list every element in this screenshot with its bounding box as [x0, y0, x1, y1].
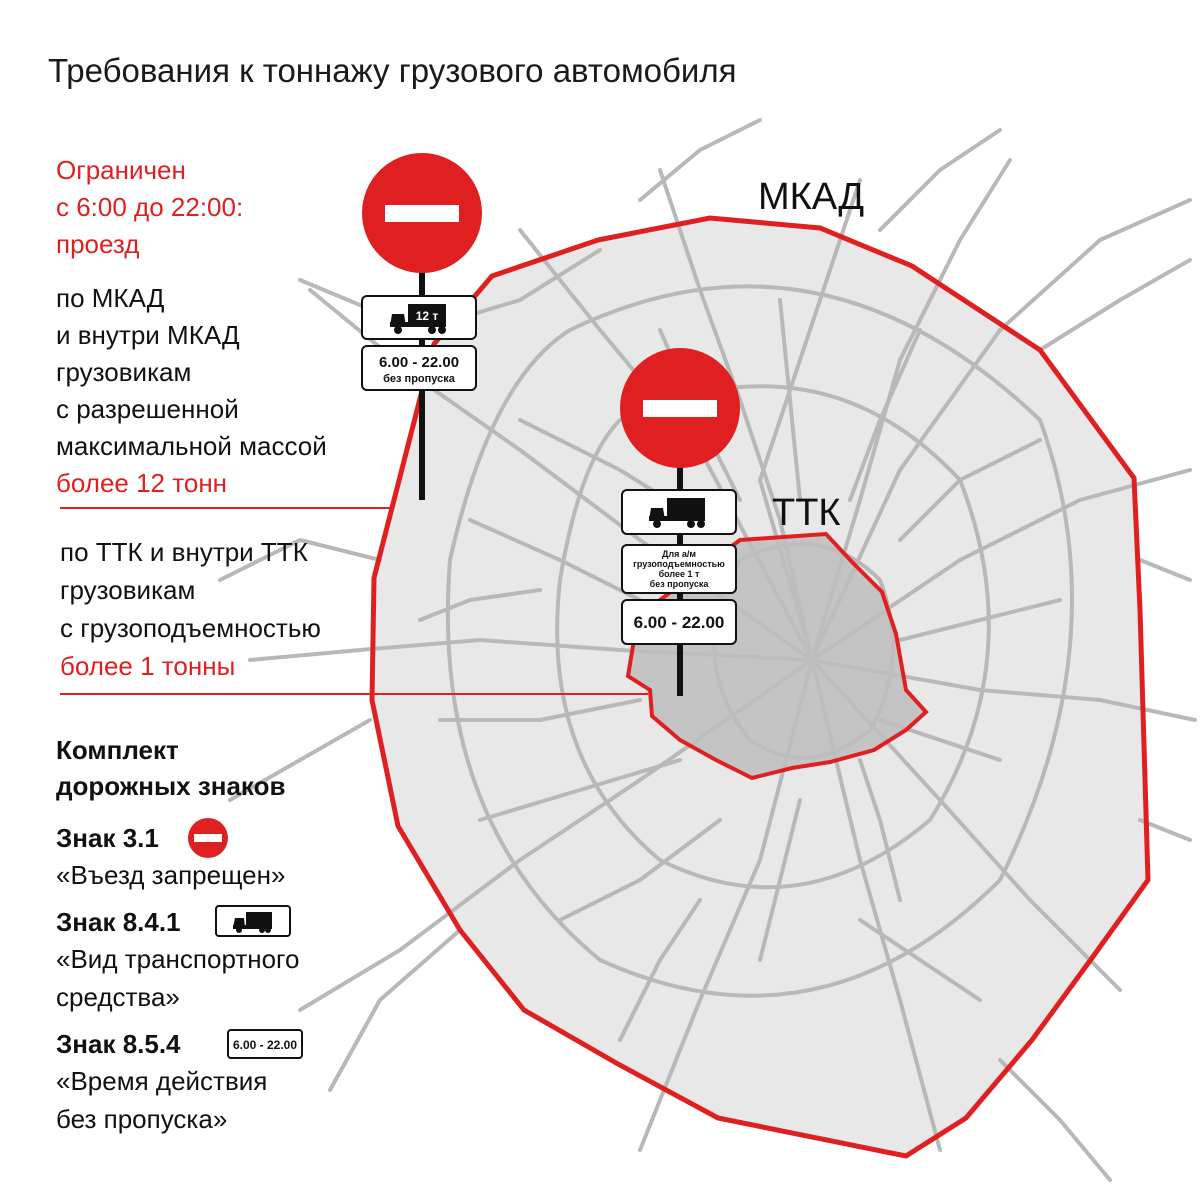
- legend-desc: «Вид транспортного: [56, 944, 300, 974]
- mkad-time-note: без пропуска: [383, 373, 455, 385]
- legend-desc: без пропуска»: [56, 1104, 228, 1134]
- legend-desc: «Время действия: [56, 1066, 268, 1096]
- mkad-restriction-line: с 6:00 до 22:00:: [56, 192, 244, 222]
- legend-truck-plate-icon: [216, 906, 290, 936]
- mkad-restriction-line: проезд: [56, 229, 140, 259]
- mkad-description-line: по МКАД: [56, 283, 165, 313]
- ttk-weight-limit: более 1 тонны: [60, 651, 236, 681]
- mkad-description-line: грузовикам: [56, 357, 192, 387]
- ttk-plate-line: без пропуска: [649, 579, 709, 589]
- ttk-label: ТТК: [772, 492, 841, 534]
- ttk-description-line: грузовикам: [60, 575, 196, 605]
- legend-no-entry-icon: [188, 818, 228, 858]
- legend-code-8-5-4: Знак 8.5.4: [56, 1029, 181, 1059]
- legend-time-plate-icon: [228, 1030, 302, 1058]
- ttk-time-label: 6.00 - 22.00: [633, 613, 725, 632]
- truck-plate-icon: [622, 490, 736, 534]
- ttk-sign-group: [620, 348, 740, 696]
- legend-time-label: 6.00 - 22.00: [232, 1038, 298, 1052]
- ttk-plate-line: Для а/м: [661, 549, 697, 559]
- mkad-restriction-line: Ограничен: [56, 155, 186, 185]
- mkad-time-label: 6.00 - 22.00: [378, 354, 460, 371]
- no-entry-icon: [362, 153, 482, 273]
- mkad-weight-limit: более 12 тонн: [56, 468, 228, 498]
- mkad-description-line: и внутри МКАД: [56, 320, 240, 350]
- legend-code-8-4-1: Знак 8.4.1: [56, 907, 181, 937]
- ttk-plate-line: более 1 т: [658, 569, 700, 579]
- legend-heading: Комплект: [56, 735, 179, 765]
- legend-desc: «Въезд запрещен»: [56, 860, 286, 890]
- page-title: Требования к тоннажу грузового автомобиля: [48, 52, 737, 89]
- ttk-permit-plate: [622, 545, 736, 593]
- legend-code-3-1: Знак 3.1: [56, 823, 159, 853]
- time-plate-icon: [622, 600, 736, 644]
- ttk-plate-line: грузоподъемностью: [633, 559, 725, 569]
- legend-desc: средства»: [56, 982, 180, 1012]
- mkad-label: МКАД: [758, 176, 865, 218]
- ttk-description-line: по ТТК и внутри ТТК: [60, 537, 308, 567]
- mkad-description-line: с разрешенной: [56, 394, 239, 424]
- mkad-tonnage-label: 12 т: [415, 309, 439, 323]
- mkad-description-line: максимальной массой: [56, 431, 327, 461]
- ttk-description-line: с грузоподъемностью: [60, 613, 321, 643]
- time-plate-icon: [362, 346, 476, 390]
- truck-plate-icon: [362, 296, 476, 339]
- no-entry-icon: [620, 348, 740, 468]
- legend-heading: дорожных знаков: [56, 771, 286, 801]
